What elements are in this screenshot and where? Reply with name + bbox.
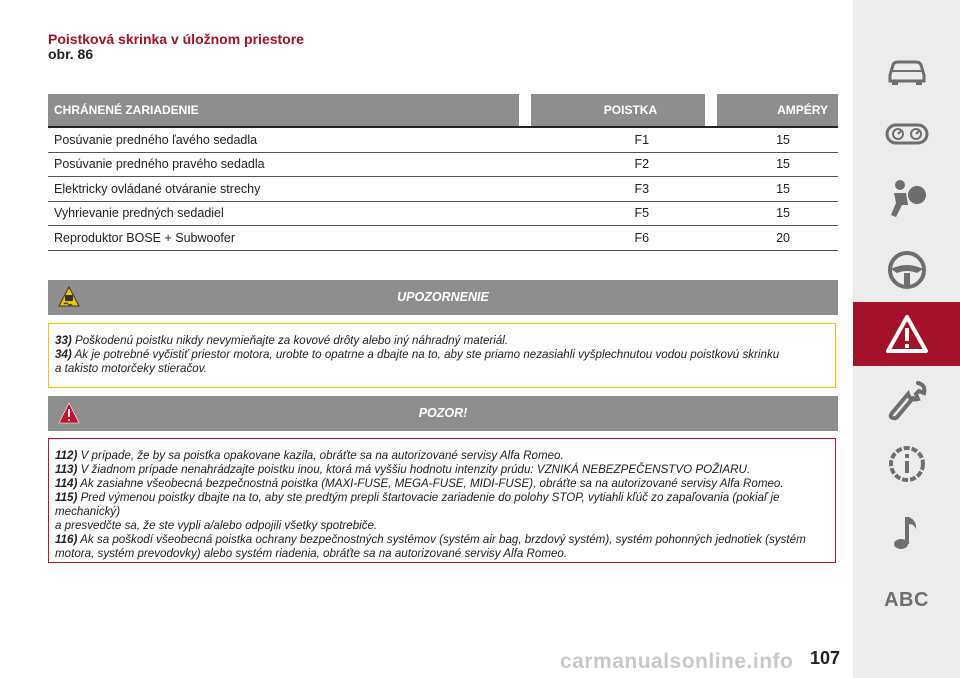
caution-item: 114) Ak zasiahne všeobecná bezpečnostná poistka (MAXI-FUSE, MEGA-FUSE, MIDI-FUSE), obráťte sa na autorizované servisy Alfa Romeo. (55, 477, 784, 490)
warning-item: 33) Poškodenú poistku nikdy nevymieňajte za kovové drôty alebo iný náhradný materiál. (55, 334, 509, 347)
sidebar-item-emergency[interactable] (853, 302, 960, 366)
wrench-icon (884, 377, 930, 423)
caution-item: 113) V žiadnom prípade nenahrádzajte poistku inou, ktorá má vyššiu hodnotu intenzity prúdu: VZNIKÁ NEBEZPEČENSTVO POŽIARU. (55, 463, 751, 476)
page-number: 107 (810, 648, 841, 668)
cell-device: Vyhrievanie predných sedadiel (48, 201, 519, 226)
sidebar-item-multimedia[interactable] (853, 500, 960, 564)
caution-item: 112) V prípade, že by sa poistka opakovane kazila, obráťte sa na autorizované servisy Alfa Romeo. (55, 449, 564, 462)
header-fuse: POISTKA (531, 94, 705, 127)
watermark: carmanualsonline.info (560, 650, 794, 673)
page-title (48, 32, 304, 62)
caution-item-continued: a presvedčte sa, že ste vypli a/alebo odpojili všetky spotrebiče. (55, 519, 378, 532)
instrument-panel-icon (884, 111, 930, 157)
index-label: ABC (884, 588, 929, 611)
sidebar-item-dashboard[interactable] (853, 102, 960, 166)
warning-box (48, 323, 836, 388)
sidebar-item-safety[interactable] (853, 166, 960, 230)
car-skid-warning-icon (56, 284, 82, 310)
table-row (48, 226, 838, 251)
info-gear-icon (884, 441, 930, 487)
cell-fuse: F3 (531, 177, 705, 202)
table-row (48, 177, 838, 202)
table-row (48, 152, 838, 177)
airbag-passenger-icon (884, 175, 930, 221)
sidebar-item-index[interactable] (853, 568, 960, 632)
warning-item-continued: a takisto motorčeky stieračov. (55, 362, 207, 375)
car-icon (884, 47, 930, 93)
fuse-table (48, 94, 838, 251)
cell-device: Elektricky ovládané otváranie strechy (48, 177, 519, 202)
caution-item: 116) Ak sa poškodí všeobecná poistka ochrany bezpečnostných systémov (systém air bag, brzdový systém), systém pohonných jednotiek (systém (55, 533, 806, 546)
caution-item-continued: motora, systém prevodovky) alebo systém riadenia, obráťte sa na autorizované servisy Alfa Romeo. (55, 547, 568, 560)
cell-device: Posúvanie predného ľavého sedadla (48, 127, 519, 152)
caution-box (48, 438, 836, 563)
table-row (48, 127, 838, 152)
caution-header (48, 396, 838, 431)
cell-amps: 15 (717, 127, 838, 152)
sidebar-item-vehicle[interactable] (853, 38, 960, 102)
cell-fuse: F6 (531, 226, 705, 251)
cell-amps: 20 (717, 226, 838, 251)
caution-item: 115) Pred výmenou poistky dbajte na to, aby ste predtým prepli štartovacie zariadenie do polohy STOP, vytiahli kľúč zo zapaľovania (pokiaľ je mechanický) (55, 491, 780, 518)
warning-item: 34) Ak je potrebné vyčistiť priestor motora, urobte to opatrne a dbajte na to, aby ste priamo nezasiahli vyšplechnutou vodou poistkovú skrinku (55, 348, 780, 361)
warning-header (48, 280, 838, 315)
cell-fuse: F5 (531, 201, 705, 226)
sidebar-item-technical-data[interactable] (853, 432, 960, 496)
table-header-row (48, 94, 838, 127)
cell-fuse: F2 (531, 152, 705, 177)
music-note-icon (884, 509, 930, 555)
cell-amps: 15 (717, 177, 838, 202)
cell-amps: 15 (717, 152, 838, 177)
sidebar-item-driving[interactable] (853, 238, 960, 302)
section-title: Poistková skrinka v úložnom priestore (48, 31, 304, 47)
exclamation-warning-icon (56, 400, 82, 426)
caution-title: POZOR! (418, 406, 468, 420)
chapter-sidebar (853, 0, 960, 678)
header-amps: AMPÉRY (717, 94, 838, 127)
cell-device: Reproduktor BOSE + Subwoofer (48, 226, 519, 251)
figure-reference: obr. 86 (48, 46, 94, 62)
cell-amps: 15 (717, 201, 838, 226)
table-row (48, 201, 838, 226)
header-device: CHRÁNENÉ ZARIADENIE (48, 94, 519, 127)
cell-fuse: F1 (531, 127, 705, 152)
steering-wheel-icon (884, 247, 930, 293)
warning-title: UPOZORNENIE (397, 290, 489, 304)
warning-triangle-icon (884, 311, 930, 357)
cell-device: Posúvanie predného pravého sedadla (48, 152, 519, 177)
sidebar-item-maintenance[interactable] (853, 368, 960, 432)
